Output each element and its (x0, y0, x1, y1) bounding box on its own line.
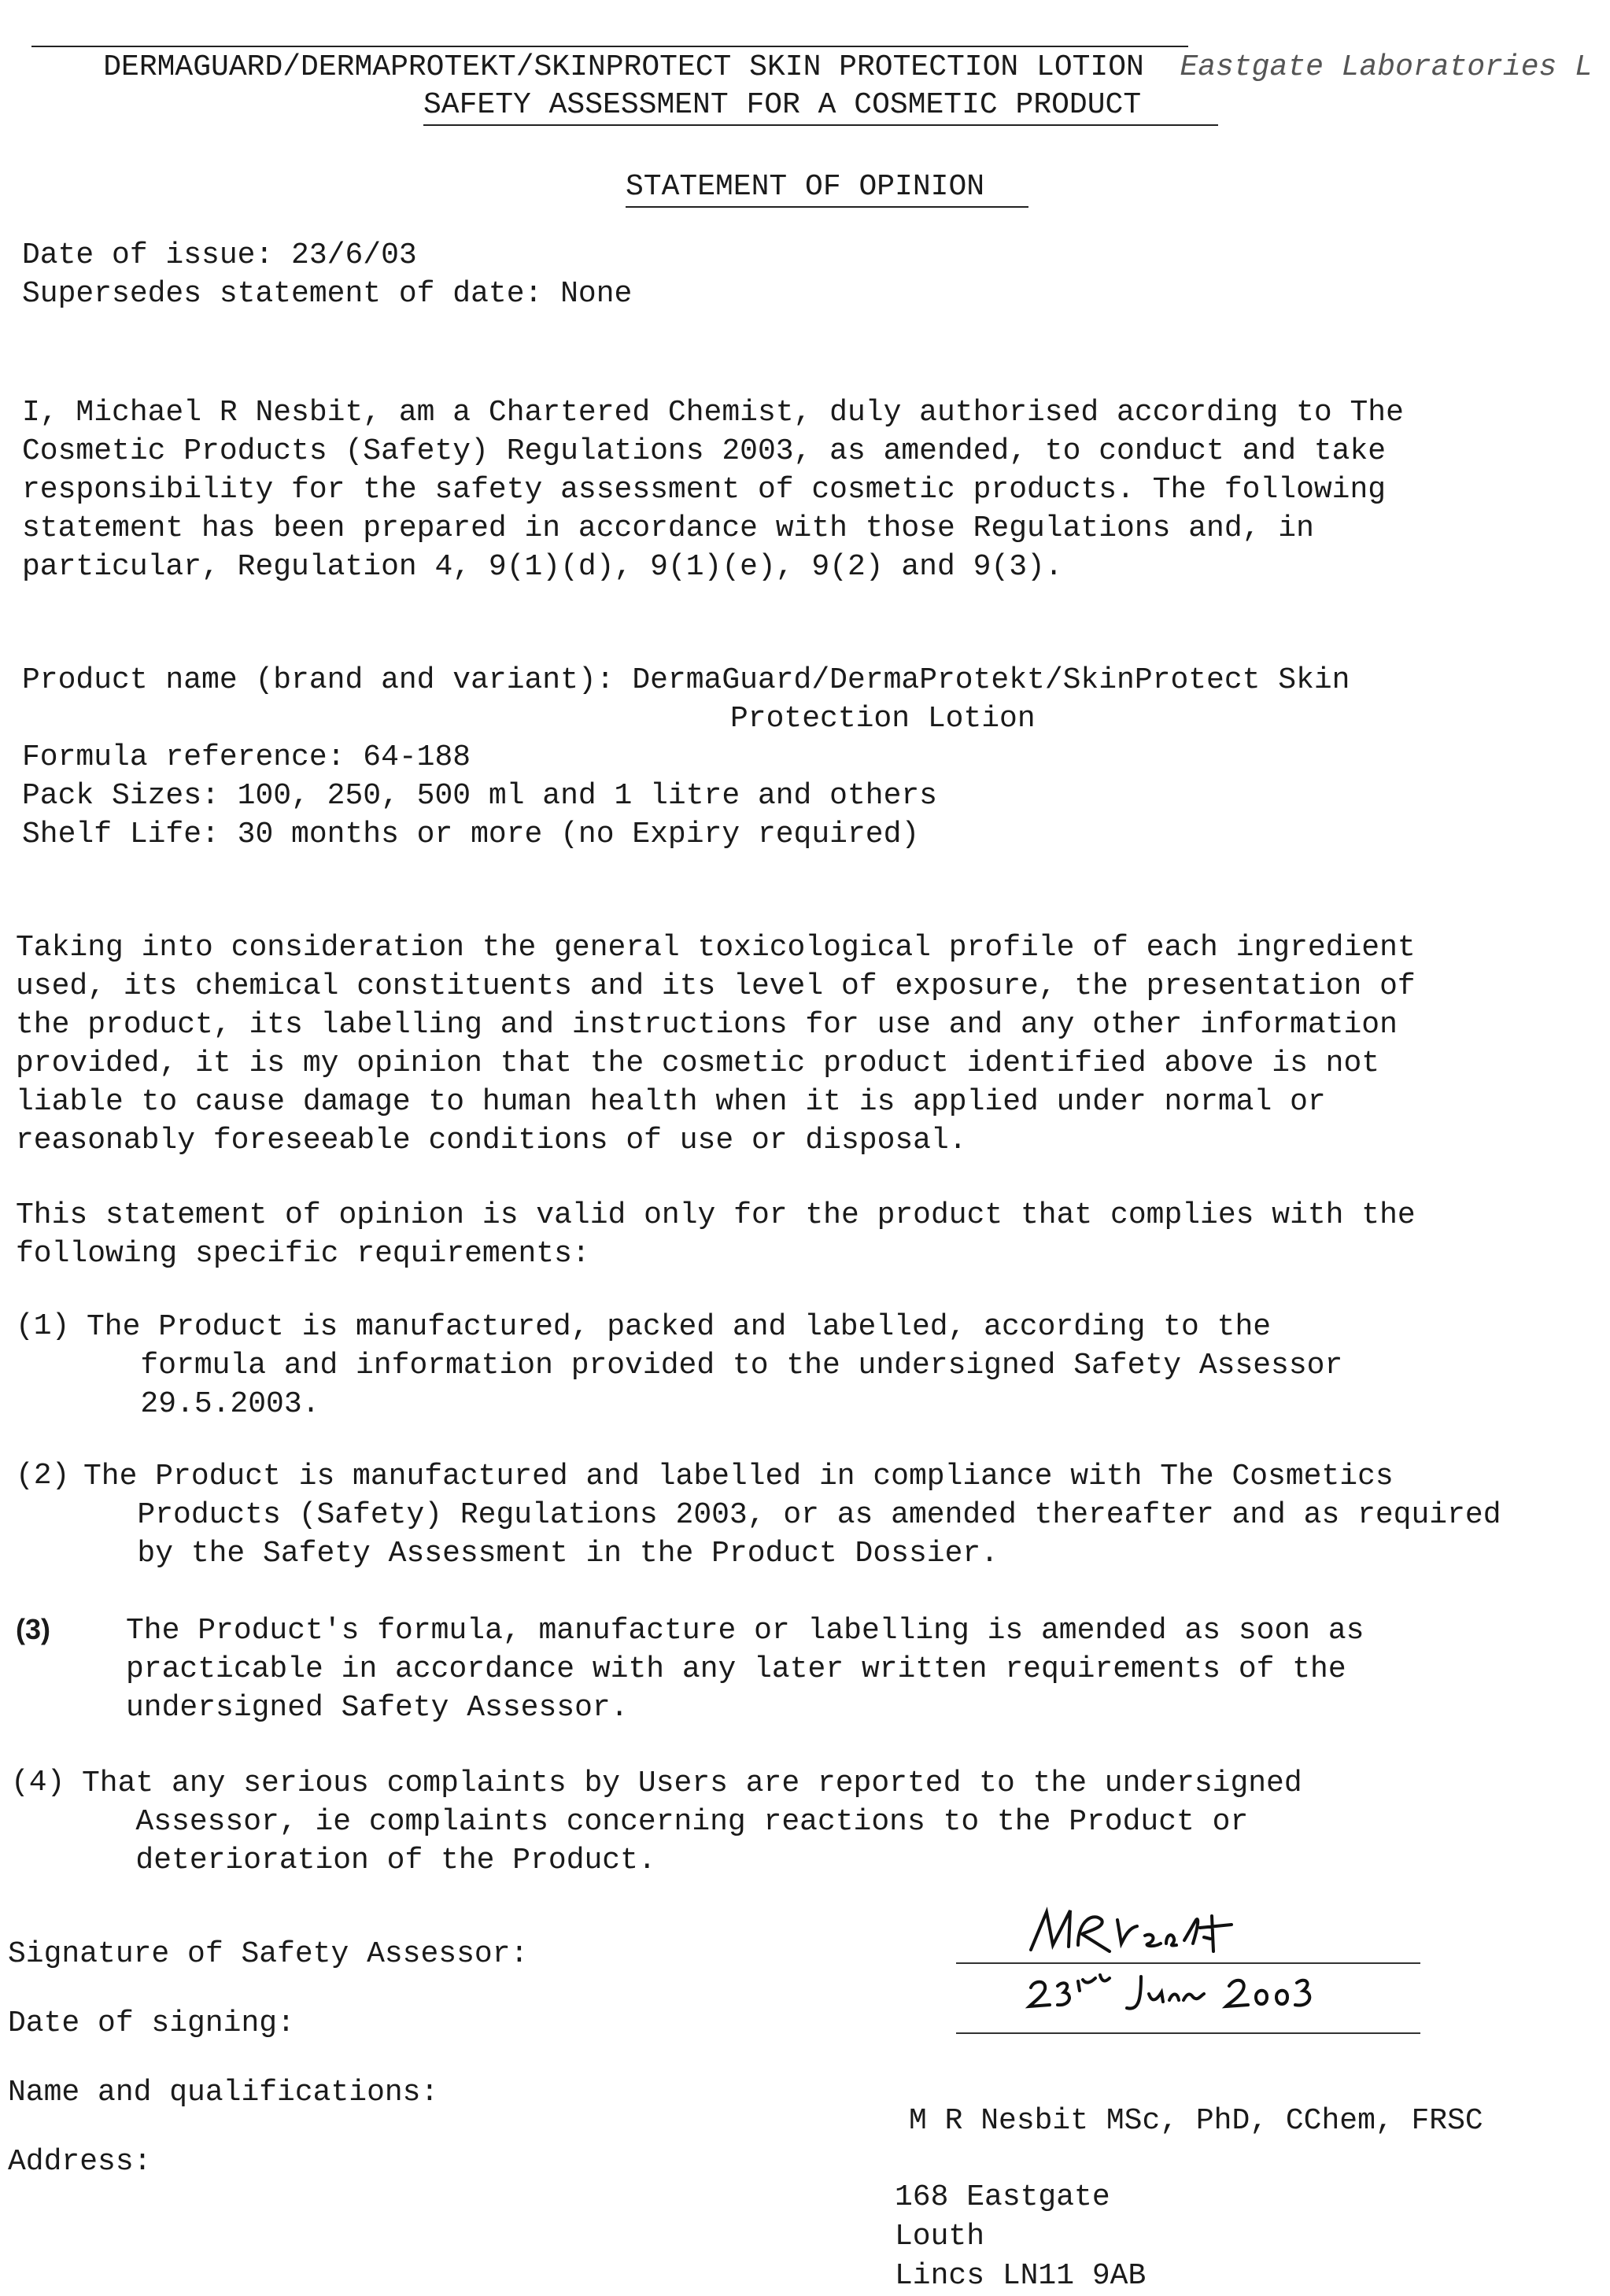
requirement-text (126, 1611, 1364, 1727)
intro-line: statement has been prepared in accordance with those Regulations and, in (22, 511, 1314, 545)
pack-sizes: Pack Sizes: 100, 250, 500 ml and 1 litre and others (22, 779, 937, 813)
requirement-text (83, 1457, 1501, 1573)
shelf-life: Shelf Life: 30 months or more (no Expiry required) (22, 818, 920, 851)
signature-label: Signature of Safety Assessor: (8, 1937, 529, 1971)
opinion-line: the product, its labelling and instructions for use and any other information (16, 1008, 1398, 1042)
requirement-number: (1) (16, 1309, 70, 1343)
title-underline (423, 124, 1218, 126)
requirement-line: 29.5.2003. (87, 1387, 320, 1421)
issue-block (22, 236, 1588, 313)
supersedes: Supersedes statement of date: None (22, 277, 633, 311)
date-rule (956, 2032, 1420, 2034)
validity-paragraph (16, 1196, 1582, 1273)
requirement-line: The Product's formula, manufacture or labelling is amended as soon as (126, 1614, 1364, 1648)
requirement-line: Assessor, ie complaints concerning reactions to the Product or (82, 1805, 1249, 1839)
address-line: 168 Eastgate (895, 2180, 1110, 2214)
opinion-line: reasonably foreseeable conditions of use or disposal. (16, 1124, 967, 1157)
address-line: Louth (895, 2220, 985, 2254)
intro-line: Cosmetic Products (Safety) Regulations 2003, as amended, to conduct and take (22, 434, 1387, 468)
requirement-number: (3) (16, 1613, 50, 1645)
intro-line: responsibility for the safety assessment of cosmetic products. The following (22, 473, 1387, 507)
signature-mark (960, 1888, 1424, 1967)
opinion-line: provided, it is my opinion that the cosmetic product identified above is not (16, 1046, 1380, 1080)
requirement-number: (2) (16, 1459, 70, 1493)
requirement-line: by the Safety Assessment in the Product Dossier. (83, 1537, 999, 1571)
requirement-line: The Product is manufactured, packed and labelled, according to the (87, 1310, 1272, 1344)
intro-line: I, Michael R Nesbit, am a Chartered Chemist, duly authorised according to The (22, 396, 1404, 430)
product-info (22, 661, 1588, 854)
date-of-signing-label: Date of signing: (8, 2006, 295, 2040)
document-subtitle: STATEMENT OF OPINION (626, 170, 985, 204)
validity-line: This statement of opinion is valid only for the product that complies with the (16, 1198, 1416, 1232)
date-handwriting (1023, 1966, 1401, 2021)
opinion-paragraph (16, 928, 1582, 1160)
header-underline (31, 46, 1188, 47)
date-of-issue: Date of issue: 23/6/03 (22, 238, 417, 272)
subtitle-underline (626, 206, 1028, 208)
product-name-line (22, 661, 1588, 700)
validity-line: following specific requirements: (16, 1237, 590, 1271)
requirement-text (82, 1764, 1302, 1880)
requirement-line: The Product is manufactured and labelled in compliance with The Cosmetics (83, 1460, 1394, 1493)
requirement-number: (4) (11, 1766, 65, 1800)
assessor-address (895, 2178, 1146, 2296)
document-title: SAFETY ASSESSMENT FOR A COSMETIC PRODUCT (423, 88, 1142, 122)
opinion-line: liable to cause damage to human health when it is applied under normal or (16, 1085, 1326, 1119)
requirement-line: deterioration of the Product. (82, 1844, 656, 1877)
signature-rule (956, 1962, 1420, 1964)
requirement-text (87, 1308, 1342, 1423)
assessor-name-qualifications: M R Nesbit MSc, PhD, CChem, FRSC (909, 2104, 1483, 2138)
header-product-line: DERMAGUARD/DERMAPROTEKT/SKINPROTECT SKIN PROTECTION LOTION (103, 50, 1144, 84)
intro-line: particular, Regulation 4, 9(1)(d), 9(1)(e), 9(2) and 9(3). (22, 550, 1063, 584)
product-name-value-continued: Protection Lotion (730, 702, 1036, 736)
product-name-label: Product name (brand and variant): (22, 663, 633, 697)
opinion-line: used, its chemical constituents and its level of exposure, the presentation of (16, 969, 1416, 1003)
header-company: Eastgate Laboratories L (1180, 50, 1593, 84)
date-mark (1023, 1966, 1401, 2021)
address-label: Address: (8, 2145, 152, 2179)
product-name-value: DermaGuard/DermaProtekt/SkinProtect Skin (632, 663, 1350, 697)
requirement-line: That any serious complaints by Users are reported to the undersigned (82, 1766, 1302, 1800)
requirement-line: formula and information provided to the undersigned Safety Assessor (87, 1349, 1343, 1382)
address-line: Lincs LN11 9AB (895, 2259, 1147, 2293)
formula-reference: Formula reference: 64-188 (22, 740, 471, 774)
signature-handwriting (960, 1888, 1424, 1967)
requirement-line: practicable in accordance with any later written requirements of the (126, 1652, 1346, 1686)
name-qualifications-label: Name and qualifications: (8, 2076, 439, 2110)
requirement-line: undersigned Safety Assessor. (126, 1691, 629, 1725)
requirement-line: Products (Safety) Regulations 2003, or as amended thereafter and as required (83, 1498, 1501, 1532)
intro-paragraph (22, 393, 1588, 586)
opinion-line: Taking into consideration the general toxicological profile of each ingredient (16, 931, 1416, 965)
